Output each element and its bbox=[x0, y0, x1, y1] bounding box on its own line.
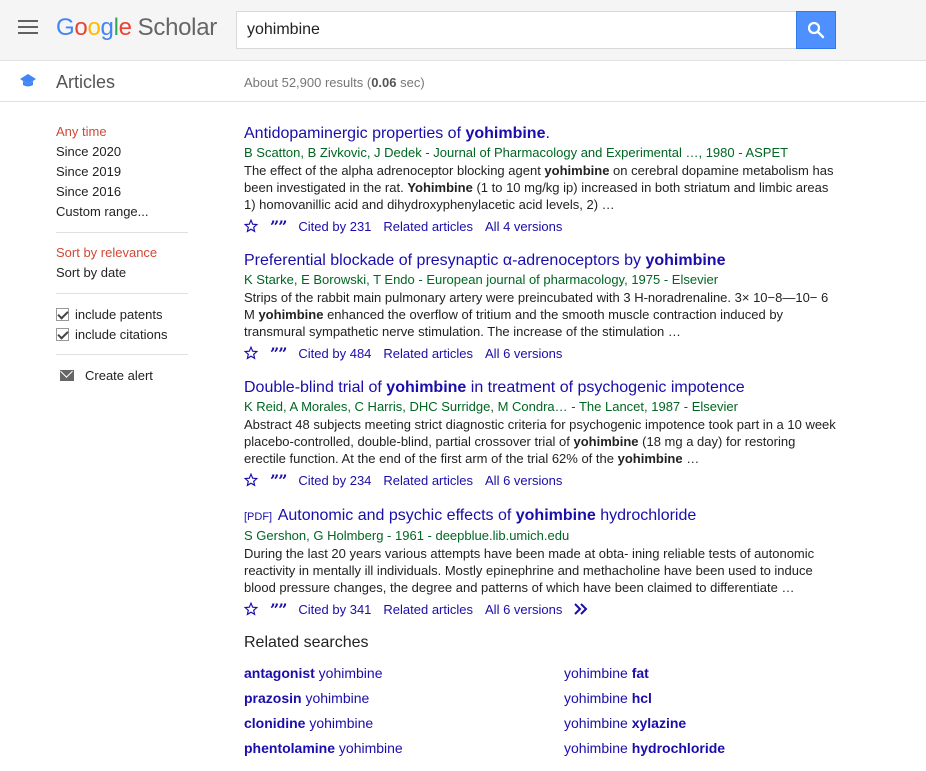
result-snippet: During the last 20 years various attempts have been made at obta- ining reliable tests of autonomic reactivity in mentally ill individuals. Mostly epinephrine and methacholine have been used to induce blood pressure changes, the degree and patterns of which have been claimed to differentiate … bbox=[244, 546, 815, 595]
star-icon[interactable] bbox=[244, 602, 258, 616]
double-chevron-right-icon[interactable] bbox=[574, 603, 590, 615]
filter-since-2020[interactable]: Since 2020 bbox=[56, 144, 122, 159]
related-articles-link[interactable]: Related articles bbox=[383, 218, 474, 234]
sort-by-relevance[interactable]: Sort by relevance bbox=[56, 245, 158, 260]
quote-icon[interactable]: ”” bbox=[270, 343, 287, 363]
all-versions-link[interactable]: All 6 versions bbox=[485, 601, 563, 617]
related-search-link[interactable]: yohimbine xylazine bbox=[564, 715, 687, 731]
graduation-cap-icon bbox=[19, 73, 37, 89]
result-title-link[interactable]: Preferential blockade of presynaptic α-adrenoceptors by yohimbine bbox=[244, 252, 726, 269]
filter-custom-range[interactable]: Custom range... bbox=[56, 204, 149, 219]
articles-bar bbox=[0, 62, 926, 102]
result-item bbox=[244, 251, 844, 363]
quote-icon[interactable]: ”” bbox=[270, 599, 287, 619]
result-authors: K Reid, A Morales, C Harris, DHC Surridge, M Condra… - The Lancet, 1987 - Elsevier bbox=[244, 399, 738, 414]
quote-icon[interactable]: ”” bbox=[270, 216, 287, 236]
related-search-link[interactable]: yohimbine fat bbox=[564, 665, 649, 681]
include-patents-checkbox[interactable] bbox=[56, 304, 188, 324]
related-search-link[interactable]: yohimbine hydrochloride bbox=[564, 740, 726, 756]
cited-by-link[interactable]: Cited by 231 bbox=[298, 218, 372, 234]
result-title-link[interactable]: Antidopaminergic properties of yohimbine. bbox=[244, 125, 550, 142]
filter-any-time[interactable]: Any time bbox=[56, 124, 107, 139]
star-icon[interactable] bbox=[244, 219, 258, 233]
articles-title: Articles bbox=[56, 72, 116, 92]
cited-by-link[interactable]: Cited by 341 bbox=[298, 601, 372, 617]
all-versions-link[interactable]: All 4 versions bbox=[485, 218, 563, 234]
header bbox=[0, 0, 926, 61]
result-item bbox=[244, 124, 844, 236]
related-search-link[interactable]: yohimbine hcl bbox=[564, 690, 652, 706]
result-snippet: Strips of the rabbit main pulmonary artery were preincubated with 3 H-noradrenaline. 3× 10−8—10− 6 M yohimbine enhanced the overflow of tritium and the smooth muscle contraction induced by transmural sympathetic nerve stimulation. The increase of the stimulation … bbox=[244, 290, 829, 339]
hamburger-menu-icon[interactable] bbox=[18, 20, 38, 36]
result-actions bbox=[244, 216, 844, 236]
result-actions bbox=[244, 343, 844, 363]
related-search-link[interactable]: phentolamine yohimbine bbox=[244, 740, 403, 756]
result-snippet: The effect of the alpha adrenoceptor blocking agent yohimbine on cerebral dopamine metabolism has been investigated in the rat. Yohimbine (1 to 10 mg/kg ip) increased in both striatum and limbic areas 1) homovanillic acid and dihydroxyphenylacetic acid levels, 2) … bbox=[244, 163, 834, 212]
result-title-link[interactable]: [PDF] Autonomic and psychic effects of yohimbine hydrochloride bbox=[244, 507, 697, 524]
divider bbox=[56, 354, 188, 355]
cited-by-link[interactable]: Cited by 484 bbox=[298, 345, 372, 361]
related-searches-title: Related searches bbox=[244, 634, 369, 651]
logo-product-name: Scholar bbox=[137, 14, 217, 41]
related-articles-link[interactable]: Related articles bbox=[383, 601, 474, 617]
search-icon bbox=[807, 21, 825, 39]
result-authors: B Scatton, B Zivkovic, J Dedek - Journal of Pharmacology and Experimental …, 1980 - ASPET bbox=[244, 145, 789, 160]
sort-by-date[interactable]: Sort by date bbox=[56, 265, 127, 280]
search-box bbox=[236, 11, 797, 49]
sidebar bbox=[56, 122, 188, 385]
related-search-link[interactable]: antagonist yohimbine bbox=[244, 665, 383, 681]
divider bbox=[56, 232, 188, 233]
result-title-link[interactable]: Double-blind trial of yohimbine in treatment of psychogenic impotence bbox=[244, 379, 745, 396]
result-authors: S Gershon, G Holmberg - 1961 - deepblue.lib.umich.edu bbox=[244, 528, 570, 543]
checkbox-checked-icon bbox=[56, 328, 69, 341]
result-item bbox=[244, 378, 844, 490]
all-versions-link[interactable]: All 6 versions bbox=[485, 472, 563, 488]
result-actions bbox=[244, 470, 844, 490]
results-count: About 52,900 results (0.06 sec) bbox=[244, 75, 425, 90]
checkbox-checked-icon bbox=[56, 308, 69, 321]
create-alert-label: Create alert bbox=[85, 367, 153, 383]
related-search-link[interactable]: clonidine yohimbine bbox=[244, 715, 374, 731]
star-icon[interactable] bbox=[244, 346, 258, 360]
result-snippet: Abstract 48 subjects meeting strict diagnostic criteria for psychogenic impotence took part in a 10 week placebo-controlled, double-blind, partial crossover trial of yohimbine (18 mg a day) for restoring erectile function. At the end of the first arm of the trial 62% of the yohimbine … bbox=[244, 417, 836, 466]
search-input[interactable] bbox=[247, 12, 786, 48]
related-articles-link[interactable]: Related articles bbox=[383, 472, 474, 488]
search-button[interactable] bbox=[796, 11, 836, 49]
related-search-link[interactable]: prazosin yohimbine bbox=[244, 690, 370, 706]
cited-by-link[interactable]: Cited by 234 bbox=[298, 472, 372, 488]
filter-since-2016[interactable]: Since 2016 bbox=[56, 184, 122, 199]
divider bbox=[56, 293, 188, 294]
quote-icon[interactable]: ”” bbox=[270, 470, 287, 490]
google-scholar-logo[interactable]: Google Scholar bbox=[56, 14, 217, 41]
mail-icon bbox=[60, 370, 74, 381]
include-citations-checkbox[interactable] bbox=[56, 324, 188, 344]
include-patents-label: include patents bbox=[75, 306, 163, 322]
related-articles-link[interactable]: Related articles bbox=[383, 345, 474, 361]
pdf-tag: [PDF] bbox=[244, 511, 273, 523]
result-authors: K Starke, E Borowski, T Endo - European journal of pharmacology, 1975 - Elsevier bbox=[244, 272, 719, 287]
result-actions bbox=[244, 599, 844, 619]
all-versions-link[interactable]: All 6 versions bbox=[485, 345, 563, 361]
create-alert-button[interactable] bbox=[56, 365, 188, 385]
star-icon[interactable] bbox=[244, 473, 258, 487]
include-citations-label: include citations bbox=[75, 326, 168, 342]
result-item bbox=[244, 506, 844, 619]
filter-since-2019[interactable]: Since 2019 bbox=[56, 164, 122, 179]
